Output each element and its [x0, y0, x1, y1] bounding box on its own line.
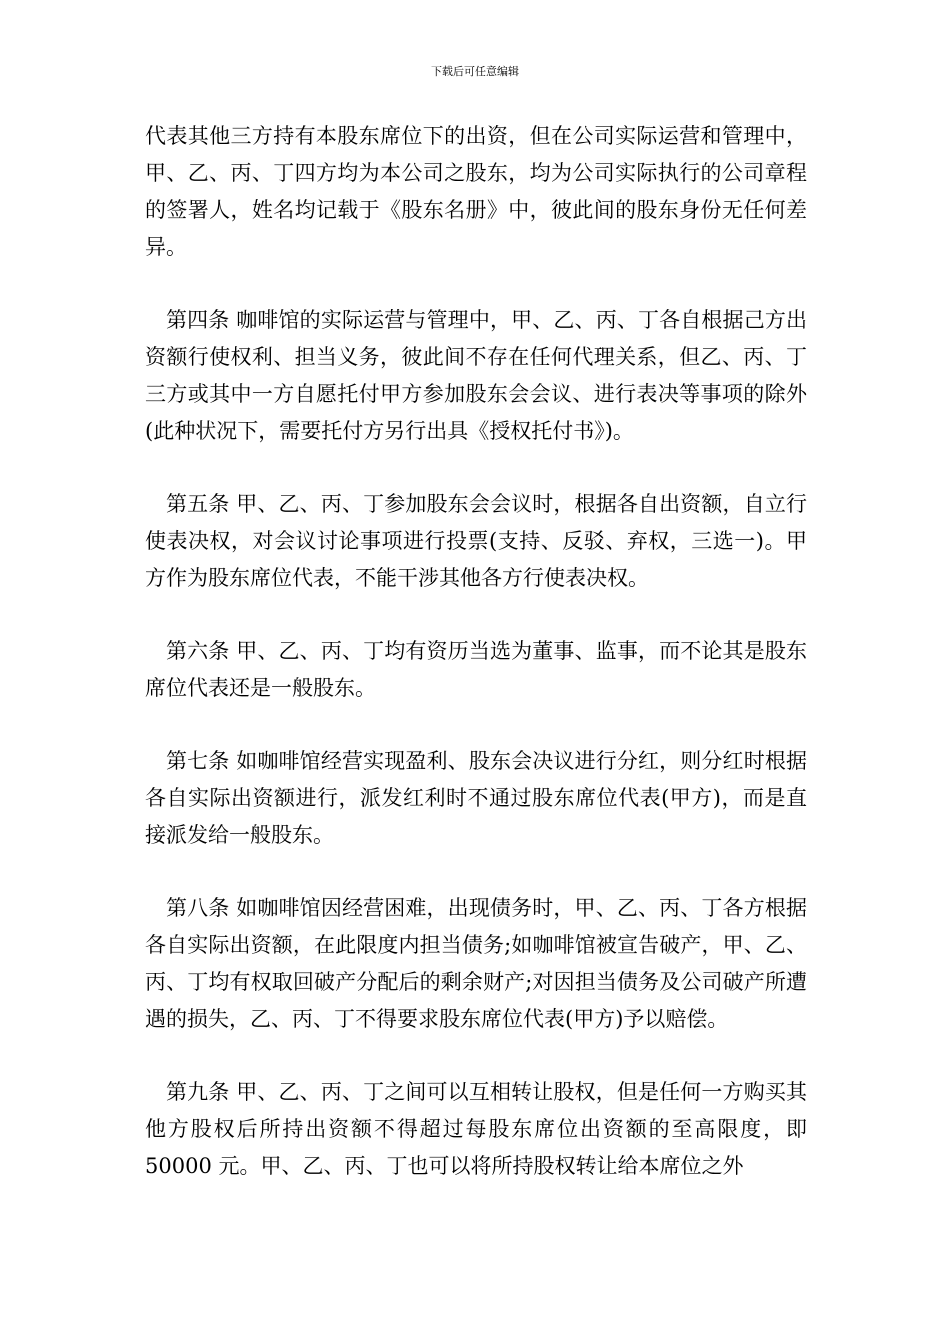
paragraph-article-7: 第七条 如咖啡馆经营实现盈利、股东会决议进行分红，则分红时根据各自实际出资额进行，派发红利时不通过股东席位代表(甲方)，而是直接派发给一般股东。 [145, 749, 807, 847]
paragraph-article-8: 第八条 如咖啡馆因经营困难，出现债务时，甲、乙、丙、丁各方根据各自实际出资额，在此限度内担当债务;如咖啡馆被宣告破产，甲、乙、丙、丁均有权取回破产分配后的剩余财产;对因担当债务及公司破产所遭遇的损失，乙、丙、丁不得要求股东席位代表(甲方)予以赔偿。 [145, 896, 807, 1031]
paragraph-article-9: 第九条 甲、乙、丙、丁之间可以互相转让股权，但是任何一方购买其他方股权后所持出资额不得超过每股东席位出资额的至高限度，即 50000 元。甲、乙、丙、丁也可以将所持股权转让给本席位之外 [145, 1080, 807, 1178]
paragraph-article-4: 第四条 咖啡馆的实际运营与管理中，甲、乙、丙、丁各自根据己方出资额行使权利、担当义务，彼此间不存在任何代理关系，但乙、丙、丁三方或其中一方自愿托付甲方参加股东会会议、进行表决等事项的除外(此种状况下，需要托付方另行出具《授权托付书》)。 [145, 308, 807, 443]
page-header-note: 下载后可任意编辑 [431, 65, 519, 78]
document-body [145, 118, 807, 1185]
paragraph-article-6: 第六条 甲、乙、丙、丁均有资历当选为董事、监事，而不论其是股东席位代表还是一般股东。 [145, 639, 807, 700]
paragraph-article-5: 第五条 甲、乙、丙、丁参加股东会会议时，根据各自出资额，自立行使表决权，对会议讨论事项进行投票(支持、反驳、弃权，三选一)。甲方作为股东席位代表，不能干涉其他各方行使表决权。 [145, 492, 807, 590]
paragraph-continuation: 代表其他三方持有本股东席位下的出资，但在公司实际运营和管理中，甲、乙、丙、丁四方均为本公司之股东，均为公司实际执行的公司章程的签署人，姓名均记载于《股东名册》中，彼此间的股东身份无任何差异。 [145, 124, 807, 259]
